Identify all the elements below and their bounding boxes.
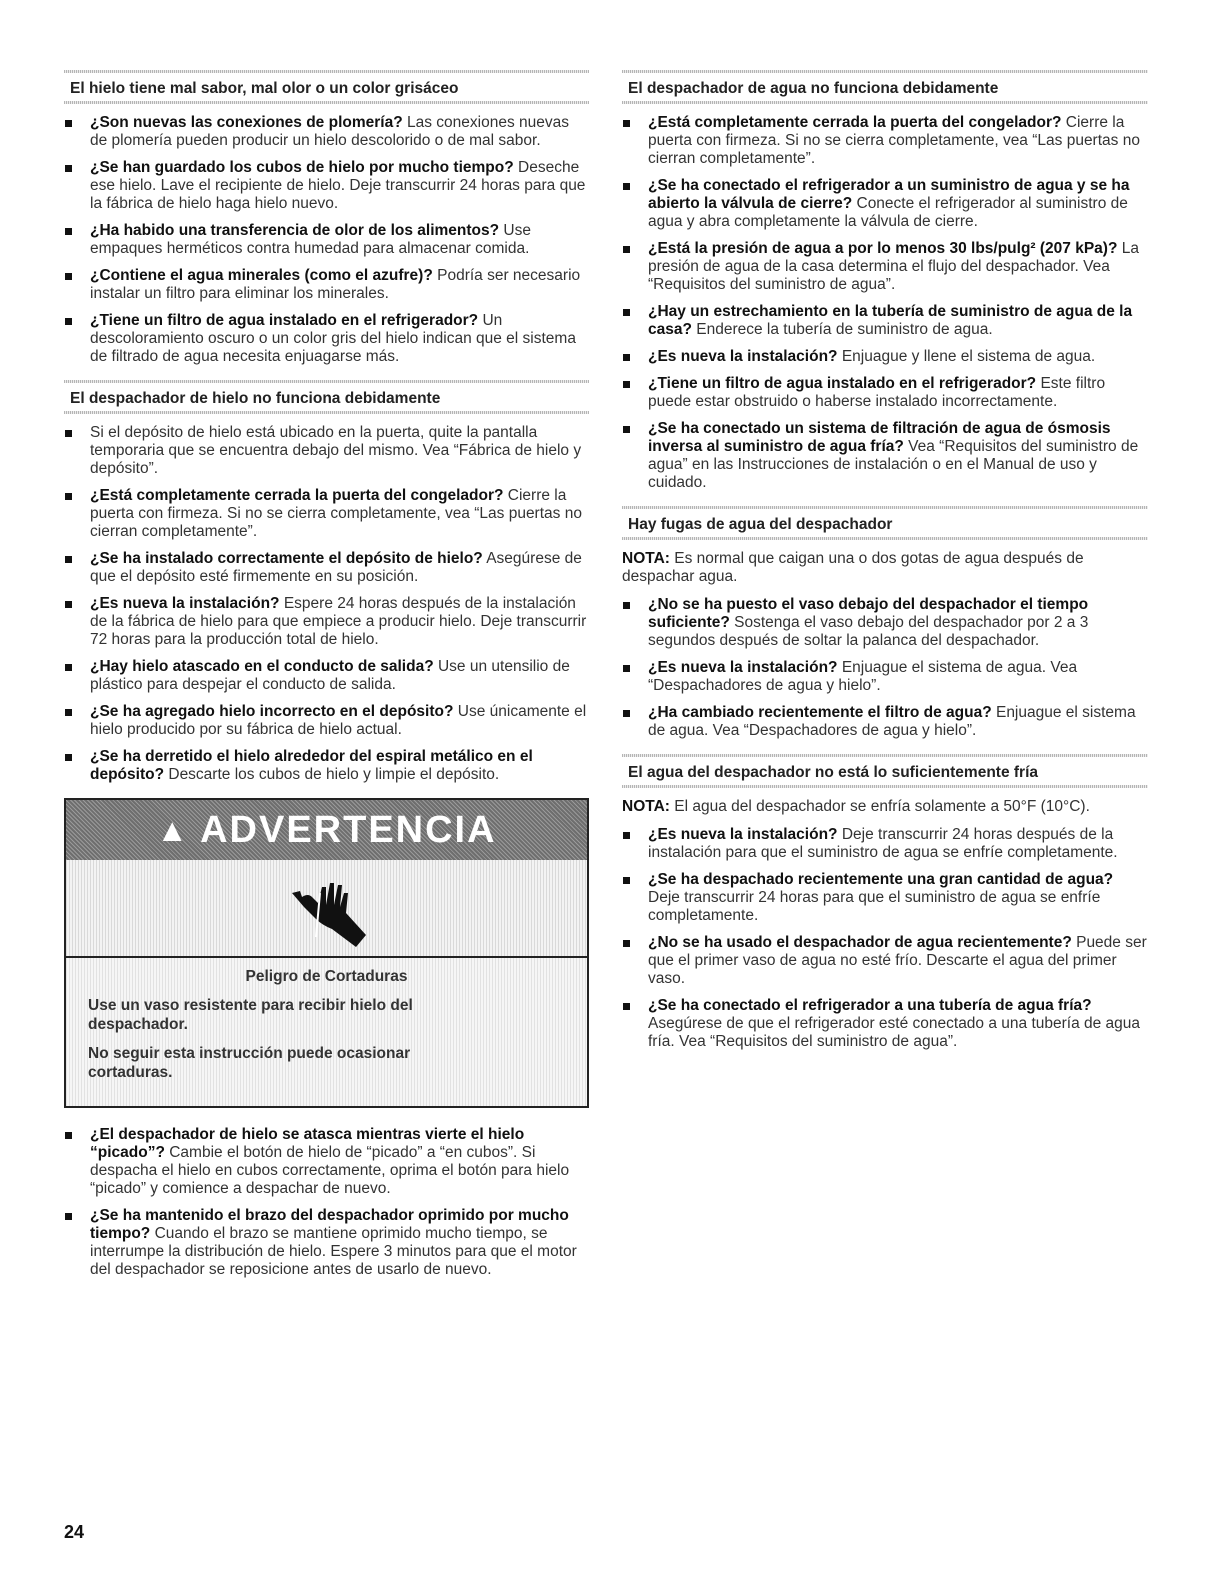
list-item [622,375,1148,411]
list-item [64,1126,589,1198]
list-item [64,487,589,541]
list-item [64,658,589,694]
answer-text: Cuando el brazo se mantiene oprimido mucho tiempo, se interrumpe la distribución de hielo. Espere 3 minutos para que el motor del despachador se reposicione antes de usarlo de nuevo. [90,1225,577,1278]
question-text: ¿Tiene un filtro de agua instalado en el refrigerador? [90,312,479,329]
question-text: ¿Hay un estrechamiento en la tubería de suministro de agua de la casa? [648,303,1133,338]
note [622,550,1148,586]
right-column [622,70,1148,1065]
list-item [64,312,589,366]
cut-hand-icon [282,863,372,953]
list-item [64,267,589,303]
answer-text: Use un utensilio de plástico para despejar el conducto de salida. [90,658,570,693]
question-text: ¿Contiene el agua minerales (como el azufre)? [90,267,433,284]
list-item [622,997,1148,1051]
list-item [622,420,1148,492]
page-number: 24 [64,1522,85,1542]
list-item [64,595,589,649]
question-text: ¿Se ha despachado recientemente una gran cantidad de agua? [648,871,1114,888]
question-list [64,424,589,784]
answer-text: Deje transcurrir 24 horas después de la instalación para que el suministro de agua se enfríe completamente. [648,826,1118,861]
list-item [622,826,1148,862]
question-text: ¿Se ha derretido el hielo alrededor del espiral metálico en el depósito? [90,748,533,783]
list-item [622,240,1148,294]
list-item [64,159,589,213]
section-water-dispenser [622,70,1148,492]
warning-instruction: Use un vaso resistente para recibir hielo del despachador. [88,997,413,1033]
answer-text: Conecte el refrigerador al suministro de agua y abra completamente la válvula de cierre. [648,195,1128,230]
question-list [64,114,589,366]
section-heading: El agua del despachador no está lo suficientemente fría [622,754,1148,788]
question-text: ¿Es nueva la instalación? [90,595,280,612]
answer-text: Enjuague y llene el sistema de agua. [837,348,1096,365]
section-ice-dispenser [64,380,589,784]
answer-text: Asegúrese de que el refrigerador esté conectado a una tubería de agua fría. Vea “Requisitos del suministro de agua”. [648,1015,1141,1050]
answer-text: Vea “Requisitos del suministro de agua” en las Instrucciones de instalación o en el Manual de uso y cuidado. [648,438,1139,491]
question-text: ¿Se ha instalado correctamente el depósito de hielo? [90,550,483,567]
question-list [622,826,1148,1051]
answer-text: Use empaques herméticos contra humedad para almacenar comida. [90,222,531,257]
answer-text: Enderece la tubería de suministro de agua. [691,321,993,338]
answer-text: Deseche ese hielo. Lave el recipiente de hielo. Deje transcurrir 24 horas para que la fábrica de hielo haga hielo nuevo. [90,159,586,212]
list-item [64,1207,589,1279]
answer-text: Las conexiones nuevas de plomería pueden producir un hielo descolorido o de mal sabor. [90,114,569,149]
note-label: NOTA: [622,550,670,567]
answer-text: Cambie el botón de hielo de “picado” a “en cubos”. Si despacha el hielo en cubos correctamente, oprima el botón para hielo “picado” y comience a despachar de nuevo. [90,1144,570,1197]
list-item [64,550,589,586]
list-item [622,114,1148,168]
answer-text: Puede ser que el primer vaso de agua no esté frío. Descarte el agua del primer vaso. [648,934,1147,987]
warning-box [64,798,589,1108]
question-text: ¿Se ha conectado el refrigerador a una tubería de agua fría? [648,997,1092,1014]
note-text: El agua del despachador se enfría solamente a 50°F (10°C). [669,798,1090,815]
list-item [622,704,1148,740]
question-text: ¿Está la presión de agua a por lo menos 30 lbs/pulg² (207 kPa)? [648,240,1118,257]
list-item [622,596,1148,650]
question-text: ¿Se ha conectado un sistema de filtración de agua de ósmosis inversa al suministro de agua fría? [648,420,1111,455]
note-label: NOTA: [622,798,670,815]
answer-text: Cierre la puerta con firmeza. Si no se cierra completamente, vea “Las puertas no cierran completamente”. [90,487,582,540]
question-text: ¿Se ha conectado el refrigerador a un suministro de agua y se ha abierto la válvula de cierre? [648,177,1130,212]
section-heading: Hay fugas de agua del despachador [622,506,1148,540]
question-text: ¿Está completamente cerrada la puerta del congelador? [648,114,1062,131]
list-item [622,348,1148,366]
warning-pictogram [66,860,587,958]
question-text: ¿Son nuevas las conexiones de plomería? [90,114,403,131]
list-item [64,748,589,784]
answer-text: Un descoloramiento oscuro o un color gris del hielo indican que el sistema de filtrado de agua necesita enjuagarse más. [90,312,576,365]
section-ice-taste [64,70,589,366]
answer-text: Espere 24 horas después de la instalación de la fábrica de hielo para que empiece a producir hielo. Deje transcurrir 72 horas para la producción total de hielo. [90,595,587,648]
left-column [64,70,589,1293]
answer-text: La presión de agua de la casa determina el flujo del despachador. Vea “Requisitos del suministro de agua”. [648,240,1139,293]
question-text: ¿Ha cambiado recientemente el filtro de agua? [648,704,992,721]
answer-text: Este filtro puede estar obstruido o haberse instalado incorrectamente. [648,375,1106,410]
question-text: ¿Se ha mantenido el brazo del despachador oprimido por mucho tiempo? [90,1207,569,1242]
question-text: ¿Es nueva la instalación? [648,659,838,676]
section-heading: El hielo tiene mal sabor, mal olor o un color grisáceo [64,70,589,104]
question-text: ¿Se ha agregado hielo incorrecto en el depósito? [90,703,454,720]
warning-banner [66,800,587,860]
question-text: ¿Está completamente cerrada la puerta del congelador? [90,487,504,504]
note-text: Es normal que caigan una o dos gotas de agua después de despachar agua. [622,550,1084,585]
list-item [622,177,1148,231]
question-list [622,114,1148,492]
question-text: ¿No se ha puesto el vaso debajo del despachador el tiempo suficiente? [648,596,1089,631]
section-heading: El despachador de hielo no funciona debidamente [64,380,589,414]
question-text: ¿Es nueva la instalación? [648,826,838,843]
answer-text: Enjuague el sistema de agua. Vea “Despachadores de agua y hielo”. [648,659,1078,694]
list-item [622,303,1148,339]
list-item [64,703,589,739]
question-text: ¿El despachador de hielo se atasca mientras vierte el hielo “picado”? [90,1126,525,1161]
answer-text: Si el depósito de hielo está ubicado en la puerta, quite la pantalla temporaria que se encuentra debajo del mismo. Vea “Fábrica de hielo y depósito”. [90,424,582,477]
answer-text: Descarte los cubos de hielo y limpie el depósito. [164,766,500,783]
section-water-not-cold [622,754,1148,1051]
section-heading: El despachador de agua no funciona debidamente [622,70,1148,104]
question-list [622,596,1148,740]
list-item [64,424,589,478]
answer-text: Sostenga el vaso debajo del despachador por 2 a 3 segundos después de soltar la palanca del despachador. [648,614,1089,649]
section-ice-dispenser-continued [64,1126,589,1279]
answer-text: Asegúrese de que el depósito esté firmemente en su posición. [90,550,582,585]
answer-text: Podría ser necesario instalar un filtro para eliminar los minerales. [90,267,581,302]
answer-text: Deje transcurrir 24 horas para que el suministro de agua se enfríe completamente. [648,889,1101,924]
note [622,798,1148,816]
list-item [622,659,1148,695]
answer-text: Enjuague el sistema de agua. Vea “Despachadores de agua y hielo”. [648,704,1136,739]
question-list [64,1126,589,1279]
question-text: ¿Se han guardado los cubos de hielo por mucho tiempo? [90,159,514,176]
warning-title: Peligro de Cortaduras [245,968,408,985]
list-item [622,934,1148,988]
warning-triangle-icon: ▲ [156,811,191,848]
warning-banner-text: ADVERTENCIA [200,808,497,851]
warning-consequence: No seguir esta instrucción puede ocasionar cortaduras. [88,1045,411,1081]
question-text: ¿Es nueva la instalación? [648,348,838,365]
answer-text: Cierre la puerta con firmeza. Si no se cierra completamente, vea “Las puertas no cierran completamente”. [648,114,1140,167]
list-item [622,871,1148,925]
question-text: ¿Ha habido una transferencia de olor de los alimentos? [90,222,500,239]
question-text: ¿Hay hielo atascado en el conducto de salida? [90,658,434,675]
answer-text: Use únicamente el hielo producido por su fábrica de hielo actual. [90,703,587,738]
warning-message [66,958,587,1106]
question-text: ¿Tiene un filtro de agua instalado en el refrigerador? [648,375,1037,392]
question-text: ¿No se ha usado el despachador de agua recientemente? [648,934,1072,951]
list-item [64,222,589,258]
section-water-leaks [622,506,1148,740]
list-item [64,114,589,150]
